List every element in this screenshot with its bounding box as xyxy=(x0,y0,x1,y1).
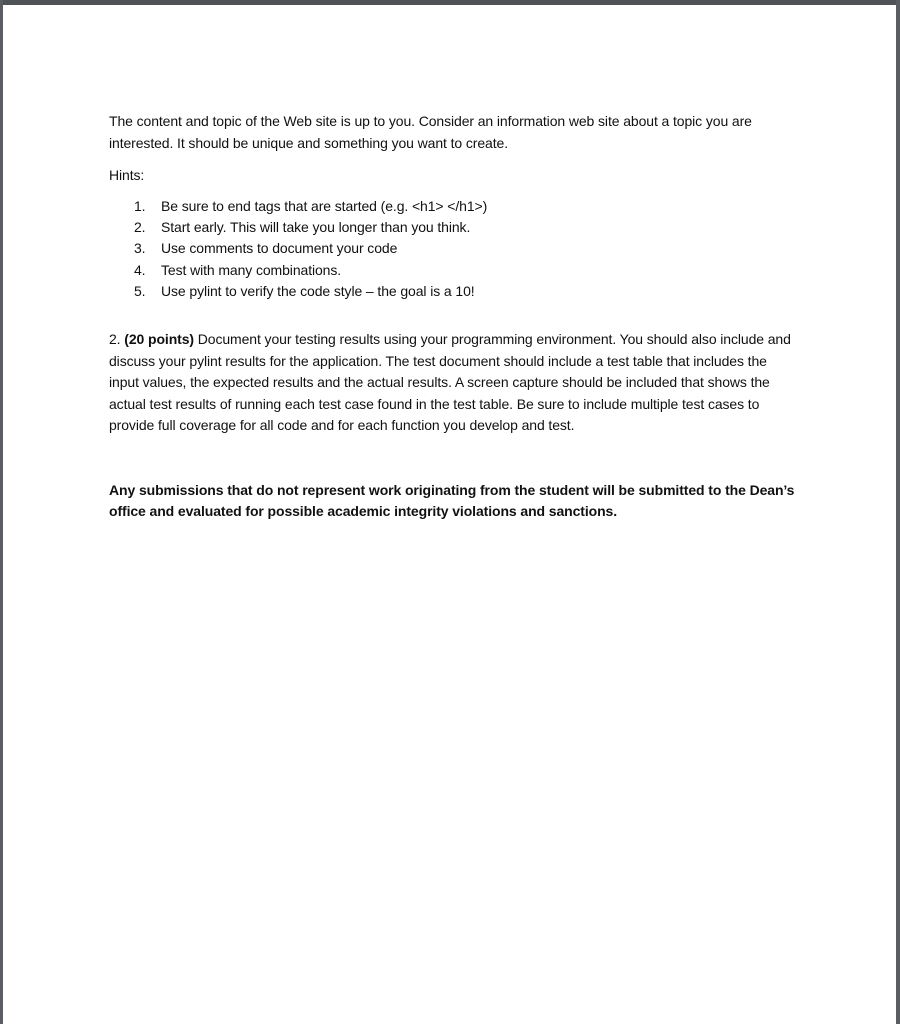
document-page xyxy=(3,5,896,1024)
task-2-number: 2. xyxy=(109,331,121,348)
hints-list xyxy=(109,196,799,303)
list-item-number: 3. xyxy=(134,240,146,257)
list-item-text: Test with many combinations. xyxy=(161,261,342,278)
list-item xyxy=(134,196,799,217)
hints-label: Hints: xyxy=(109,167,145,183)
list-item xyxy=(134,260,799,281)
task-2-points: (20 points) xyxy=(124,331,194,348)
list-item-text: Use pylint to verify the code style – the goal is a 10! xyxy=(161,283,475,300)
list-item xyxy=(134,281,799,302)
document-body xyxy=(109,111,799,523)
viewer-right-border xyxy=(896,0,900,1024)
list-item-number: 5. xyxy=(134,283,146,300)
list-item xyxy=(134,238,799,259)
intro-paragraph: The content and topic of the Web site is up to you. Consider an information web site about a topic you are interested. It should be unique and something you want to create. xyxy=(109,113,752,151)
list-item-number: 4. xyxy=(134,261,146,278)
list-item-text: Be sure to end tags that are started (e.g. <h1> </h1>) xyxy=(161,197,488,214)
integrity-warning: Any submissions that do not represent work originating from the student will be submitted to the Dean’s office and evaluated for possible academic integrity violations and sanctions. xyxy=(109,481,795,520)
list-item-text: Start early. This will take you longer than you think. xyxy=(161,218,471,235)
list-item xyxy=(134,217,799,238)
task-2-text: Document your testing results using your programming environment. You should also include and discuss your pylint results for the application. The test document should include a test table that includes the input values, the expected results and the actual results. A screen capture should be included that shows the actual test results of running each test case found in the test table. Be sure to include multiple test cases to provide full coverage for all code and for each function you develop and test. xyxy=(109,331,791,434)
list-item-number: 2. xyxy=(134,218,146,235)
task-2-paragraph xyxy=(109,329,799,437)
list-item-number: 1. xyxy=(134,197,146,214)
list-item-text: Use comments to document your code xyxy=(161,240,398,257)
